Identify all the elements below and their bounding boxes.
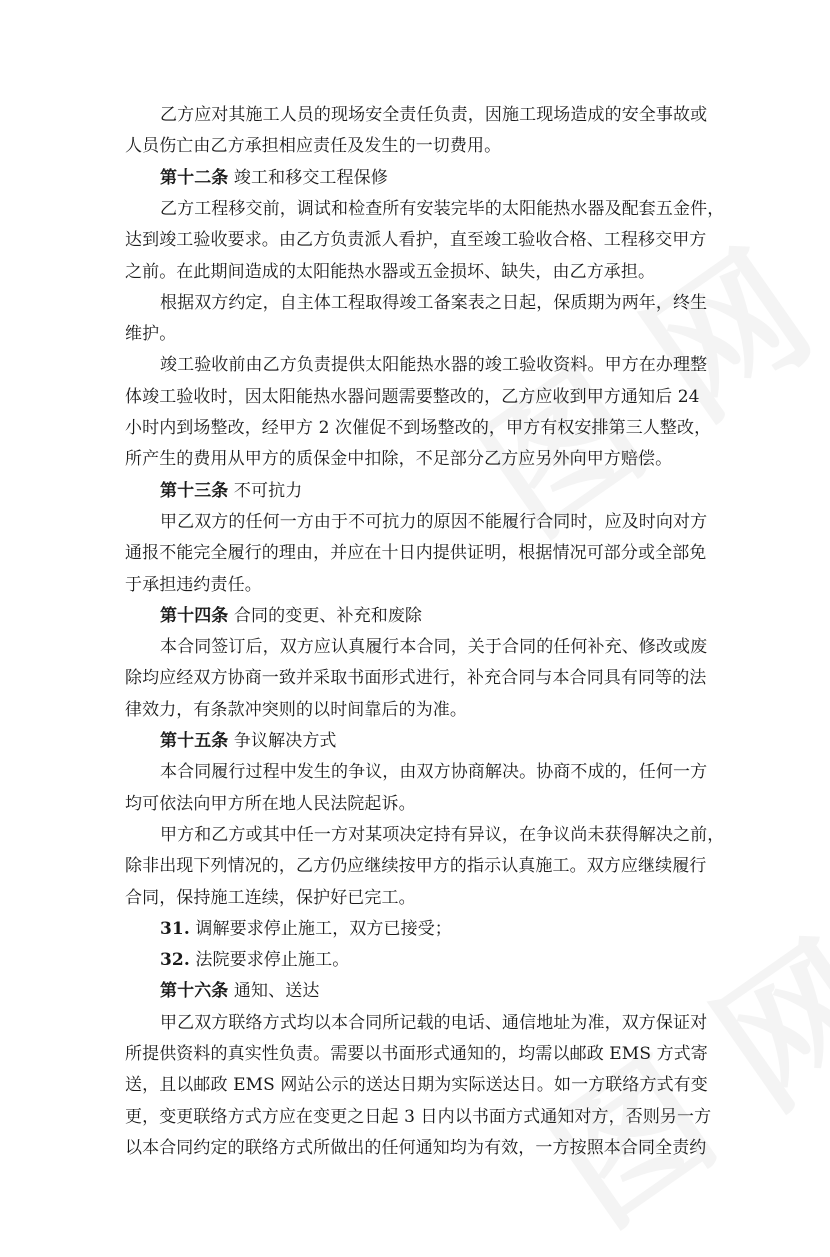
article-number: 第十三条: [160, 480, 229, 501]
article-title: 竣工和移交工程保修: [233, 167, 388, 188]
paragraph-line: 除非出现下列情况的，乙方仍应继续按甲方的指示认真施工。双方应继续履行: [125, 856, 707, 877]
article-number: 第十六条: [160, 981, 229, 1002]
article-heading-16: [160, 979, 319, 1003]
list-item: [160, 917, 452, 941]
paragraph-line: 本合同签订后，双方应认真履行本合同，关于合同的任何补充、修改或废: [160, 637, 708, 658]
paragraph-line: 乙方工程移交前，调试和检查所有安装完毕的太阳能热水器及配套五金件，: [160, 198, 725, 219]
article-number: 第十四条: [160, 605, 229, 626]
item-number: 31.: [160, 918, 190, 939]
paragraph-line: 律效力，有条款冲突则的以时间靠后的为准。: [125, 699, 467, 720]
article-number: 第十五条: [160, 731, 229, 751]
paragraph-line: 除均应经双方协商一致并采取书面形式进行，补充合同与本合同具有同等的法: [125, 668, 707, 689]
article-title: 通知、送达: [233, 981, 320, 1002]
paragraph-line: 所提供资料的真实性负责。需要以书面形式通知的，均需以邮政 EMS 方式寄: [125, 1044, 708, 1064]
item-number: 32.: [160, 950, 190, 971]
paragraph-line: 竣工验收前由乙方负责提供太阳能热水器的竣工验收资料。甲方在办理整: [160, 355, 708, 376]
paragraph-line: 以本合同约定的联络方式所做出的任何通知均为有效，一方按照本合同全责约: [125, 1137, 707, 1158]
article-title: 不可抗力: [233, 480, 303, 501]
paragraph-line: 之前。在此期间造成的太阳能热水器或五金损坏、缺失，由乙方承担。: [125, 261, 656, 282]
paragraph-line: 送，且以邮政 EMS 网站公示的送达日期为实际送达日。如一方联络方式有变: [125, 1075, 708, 1096]
paragraph-line: 甲方和乙方或其中任一方对某项决定持有异议，在争议尚未获得解决之前，: [160, 824, 725, 845]
paragraph-line: 小时内到场整改，经甲方 2 次催促不到场整改的，甲方有权安排第三人整改，: [125, 418, 712, 438]
paragraph-line: 达到竣工验收要求。由乙方负责派人看护，直至竣工验收合格、工程移交甲方: [125, 230, 707, 251]
paragraph-line: 于承担违约责任。: [125, 574, 262, 595]
paragraph-line: 所产生的费用从甲方的质保金中扣除，不足部分乙方应另外向甲方赔偿。: [125, 449, 673, 470]
article-heading-12: [160, 166, 388, 190]
paragraph-line: 本合同履行过程中发生的争议，由双方协商解决。协商不成的，任何一方: [160, 762, 708, 783]
article-number: 第十二条: [160, 167, 229, 188]
paragraph-line: 甲乙双方的任何一方由于不可抗力的原因不能履行合同时，应及时向对方: [160, 511, 708, 532]
paragraph-line: 更，变更联络方式方应在变更之日起 3 日内以书面方式通知对方，否则另一方: [125, 1106, 712, 1127]
paragraph-line: 根据双方约定，自主体工程取得竣工备案表之日起，保质期为两年，终生: [160, 292, 708, 313]
paragraph-line: 合同，保持施工连续，保护好已完工。: [125, 887, 416, 908]
paragraph-line: 维护。: [125, 324, 177, 345]
paragraph-line: 甲乙双方联络方式均以本合同所记载的电话、通信地址为准，双方保证对: [160, 1012, 708, 1033]
item-text: 法院要求停止施工。: [195, 950, 350, 971]
paragraph-line: 通报不能完全履行的理由，并应在十日内提供证明，根据情况可部分或全部免: [125, 543, 707, 564]
article-title: 争议解决方式: [233, 731, 337, 751]
article-heading-13: [160, 479, 302, 503]
article-heading-15: [160, 729, 337, 753]
paragraph-line: 均可依法向甲方所在地人民法院起诉。: [125, 793, 416, 814]
paragraph-line: 乙方应对其施工人员的现场安全责任负责，因施工现场造成的安全事故或: [160, 105, 708, 125]
paragraph-line: 人员伤亡由乙方承担相应责任及发生的一切费用。: [125, 136, 502, 157]
list-item: [160, 948, 349, 972]
article-title: 合同的变更、补充和废除: [233, 605, 423, 626]
article-heading-14: [160, 604, 422, 628]
item-text: 调解要求停止施工，双方已接受；: [195, 918, 452, 939]
paragraph-line: 体竣工验收时，因太阳能热水器问题需要整改的，乙方应收到甲方通知后 24: [125, 386, 700, 407]
